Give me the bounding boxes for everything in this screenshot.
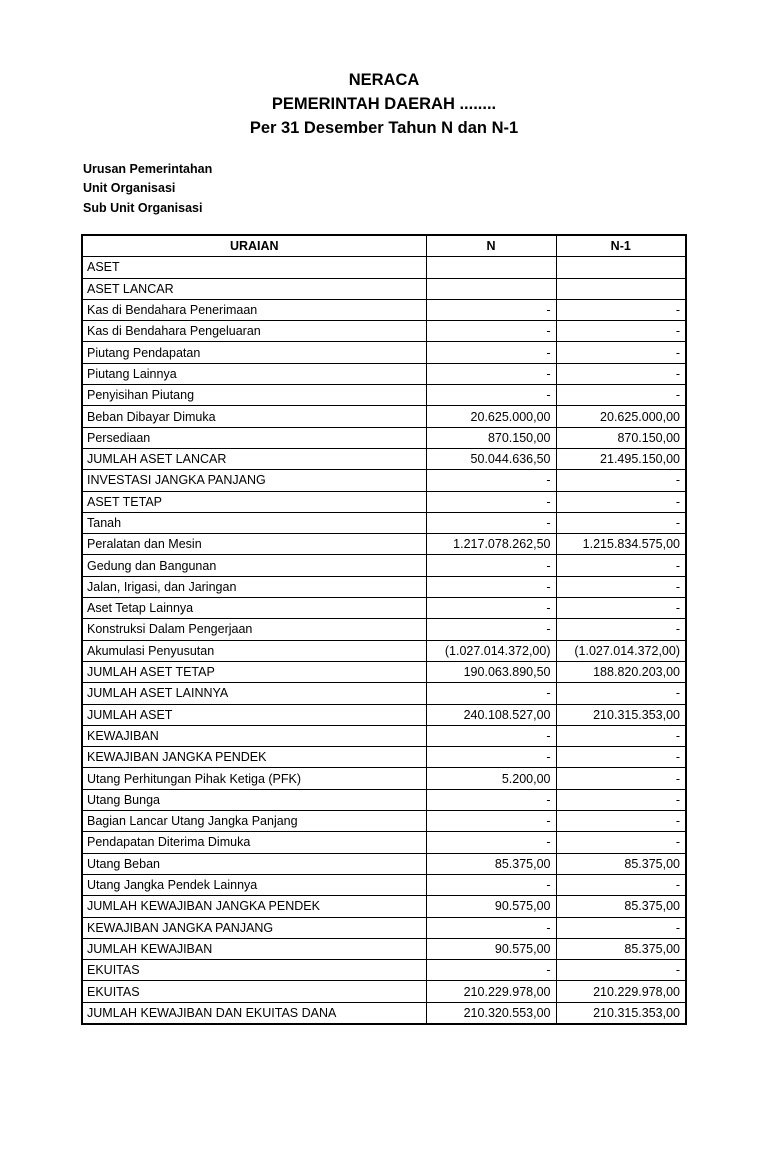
cell-n: - bbox=[426, 789, 556, 810]
table-row bbox=[82, 576, 686, 597]
meta-urusan: Urusan Pemerintahan bbox=[83, 162, 213, 176]
cell-n-1: 1.215.834.575,00 bbox=[556, 534, 686, 555]
cell-n: - bbox=[426, 342, 556, 363]
table-row bbox=[82, 874, 686, 895]
header-n: N bbox=[426, 235, 556, 257]
cell-uraian: Jalan, Irigasi, dan Jaringan bbox=[82, 576, 426, 597]
cell-n-1: - bbox=[556, 747, 686, 768]
cell-uraian: Kas di Bendahara Pengeluaran bbox=[82, 321, 426, 342]
table-row bbox=[82, 1002, 686, 1024]
cell-n-1 bbox=[556, 278, 686, 299]
table-row bbox=[82, 917, 686, 938]
cell-n: - bbox=[426, 470, 556, 491]
table-row bbox=[82, 981, 686, 1002]
table-row bbox=[82, 725, 686, 746]
cell-n-1: - bbox=[556, 576, 686, 597]
cell-uraian: Utang Jangka Pendek Lainnya bbox=[82, 874, 426, 895]
cell-n: - bbox=[426, 321, 556, 342]
table-row bbox=[82, 661, 686, 682]
cell-uraian: INVESTASI JANGKA PANJANG bbox=[82, 470, 426, 491]
table-row bbox=[82, 853, 686, 874]
cell-n: - bbox=[426, 363, 556, 384]
cell-uraian: Penyisihan Piutang bbox=[82, 385, 426, 406]
report-title: NERACA bbox=[348, 71, 420, 89]
cell-uraian: KEWAJIBAN JANGKA PENDEK bbox=[82, 747, 426, 768]
cell-uraian: Piutang Pendapatan bbox=[82, 342, 426, 363]
cell-n-1: 20.625.000,00 bbox=[556, 406, 686, 427]
cell-n-1: - bbox=[556, 874, 686, 895]
cell-uraian: Utang Perhitungan Pihak Ketiga (PFK) bbox=[82, 768, 426, 789]
cell-n: - bbox=[426, 683, 556, 704]
cell-n-1: 188.820.203,00 bbox=[556, 661, 686, 682]
cell-uraian: EKUITAS bbox=[82, 960, 426, 981]
cell-uraian: KEWAJIBAN bbox=[82, 725, 426, 746]
cell-n: 50.044.636,50 bbox=[426, 448, 556, 469]
cell-n-1: - bbox=[556, 491, 686, 512]
report-period: Per 31 Desember Tahun N dan N-1 bbox=[249, 119, 519, 137]
table-row bbox=[82, 470, 686, 491]
cell-uraian: Beban Dibayar Dimuka bbox=[82, 406, 426, 427]
cell-n: - bbox=[426, 512, 556, 533]
table-row bbox=[82, 598, 686, 619]
meta-unit: Unit Organisasi bbox=[83, 181, 176, 196]
cell-uraian: Gedung dan Bangunan bbox=[82, 555, 426, 576]
table-row bbox=[82, 555, 686, 576]
cell-n: - bbox=[426, 747, 556, 768]
cell-n bbox=[426, 257, 556, 278]
cell-uraian: ASET LANCAR bbox=[82, 278, 426, 299]
cell-n-1: - bbox=[556, 811, 686, 832]
cell-n: - bbox=[426, 874, 556, 895]
cell-uraian: Pendapatan Diterima Dimuka bbox=[82, 832, 426, 853]
cell-n-1: 210.315.353,00 bbox=[556, 1002, 686, 1024]
cell-n-1: 870.150,00 bbox=[556, 427, 686, 448]
cell-n: 20.625.000,00 bbox=[426, 406, 556, 427]
cell-n-1: - bbox=[556, 768, 686, 789]
cell-n-1: - bbox=[556, 683, 686, 704]
table-row bbox=[82, 811, 686, 832]
cell-n: - bbox=[426, 725, 556, 746]
cell-uraian: JUMLAH KEWAJIBAN JANGKA PENDEK bbox=[82, 896, 426, 917]
cell-uraian: ASET TETAP bbox=[82, 491, 426, 512]
cell-n-1 bbox=[556, 257, 686, 278]
table-row bbox=[82, 747, 686, 768]
cell-n-1: 85.375,00 bbox=[556, 938, 686, 959]
cell-n: - bbox=[426, 960, 556, 981]
table-row bbox=[82, 278, 686, 299]
cell-n: 1.217.078.262,50 bbox=[426, 534, 556, 555]
table-row bbox=[82, 534, 686, 555]
cell-uraian: EKUITAS bbox=[82, 981, 426, 1002]
table-row bbox=[82, 789, 686, 810]
table-row bbox=[82, 342, 686, 363]
cell-uraian: Piutang Lainnya bbox=[82, 363, 426, 384]
cell-n: - bbox=[426, 832, 556, 853]
cell-n-1: - bbox=[556, 342, 686, 363]
cell-n: - bbox=[426, 491, 556, 512]
cell-uraian: ASET bbox=[82, 257, 426, 278]
table-row bbox=[82, 704, 686, 725]
cell-uraian: JUMLAH ASET TETAP bbox=[82, 661, 426, 682]
cell-n-1: - bbox=[556, 385, 686, 406]
cell-n: 210.320.553,00 bbox=[426, 1002, 556, 1024]
cell-n-1: - bbox=[556, 832, 686, 853]
balance-sheet-table bbox=[81, 234, 687, 1025]
cell-n: - bbox=[426, 598, 556, 619]
cell-n-1: - bbox=[556, 470, 686, 491]
table-row bbox=[82, 257, 686, 278]
table-row bbox=[82, 385, 686, 406]
table-row bbox=[82, 896, 686, 917]
cell-n: - bbox=[426, 811, 556, 832]
table-row bbox=[82, 448, 686, 469]
cell-uraian: JUMLAH ASET LAINNYA bbox=[82, 683, 426, 704]
cell-n-1: - bbox=[556, 789, 686, 810]
cell-n-1: - bbox=[556, 363, 686, 384]
cell-uraian: Utang Beban bbox=[82, 853, 426, 874]
table-row bbox=[82, 832, 686, 853]
cell-n: 90.575,00 bbox=[426, 938, 556, 959]
header-uraian: URAIAN bbox=[82, 235, 426, 257]
cell-n-1: - bbox=[556, 917, 686, 938]
cell-n: 870.150,00 bbox=[426, 427, 556, 448]
table-row bbox=[82, 491, 686, 512]
table-row bbox=[82, 427, 686, 448]
cell-n-1: - bbox=[556, 555, 686, 576]
table-row bbox=[82, 619, 686, 640]
cell-n-1: - bbox=[556, 619, 686, 640]
table-row bbox=[82, 406, 686, 427]
cell-n: 90.575,00 bbox=[426, 896, 556, 917]
cell-n: - bbox=[426, 385, 556, 406]
header-n-1: N-1 bbox=[556, 235, 686, 257]
cell-n-1: (1.027.014.372,00) bbox=[556, 640, 686, 661]
cell-n: (1.027.014.372,00) bbox=[426, 640, 556, 661]
cell-uraian: Bagian Lancar Utang Jangka Panjang bbox=[82, 811, 426, 832]
table-row bbox=[82, 960, 686, 981]
cell-n bbox=[426, 278, 556, 299]
cell-uraian: JUMLAH KEWAJIBAN DAN EKUITAS DANA bbox=[82, 1002, 426, 1024]
cell-uraian: Utang Bunga bbox=[82, 789, 426, 810]
cell-uraian: Konstruksi Dalam Pengerjaan bbox=[82, 619, 426, 640]
cell-n-1: 210.315.353,00 bbox=[556, 704, 686, 725]
cell-n: 5.200,00 bbox=[426, 768, 556, 789]
table-row bbox=[82, 321, 686, 342]
report-entity: PEMERINTAH DAERAH ........ bbox=[271, 95, 497, 113]
table-row bbox=[82, 299, 686, 320]
cell-uraian: JUMLAH ASET LANCAR bbox=[82, 448, 426, 469]
cell-n-1: 21.495.150,00 bbox=[556, 448, 686, 469]
cell-n-1: 85.375,00 bbox=[556, 853, 686, 874]
cell-n: - bbox=[426, 576, 556, 597]
report-meta bbox=[83, 160, 212, 218]
cell-uraian: Akumulasi Penyusutan bbox=[82, 640, 426, 661]
cell-uraian: Persediaan bbox=[82, 427, 426, 448]
cell-n-1: 85.375,00 bbox=[556, 896, 686, 917]
cell-uraian: KEWAJIBAN JANGKA PANJANG bbox=[82, 917, 426, 938]
cell-n-1: - bbox=[556, 299, 686, 320]
table-row bbox=[82, 363, 686, 384]
table-row bbox=[82, 768, 686, 789]
cell-uraian: Tanah bbox=[82, 512, 426, 533]
cell-uraian: Kas di Bendahara Penerimaan bbox=[82, 299, 426, 320]
table-row bbox=[82, 512, 686, 533]
cell-n: - bbox=[426, 917, 556, 938]
table-row bbox=[82, 640, 686, 661]
cell-n: - bbox=[426, 555, 556, 576]
table-header-row bbox=[82, 235, 686, 257]
meta-sub-unit: Sub Unit Organisasi bbox=[83, 200, 203, 215]
cell-n-1: - bbox=[556, 512, 686, 533]
cell-n: 85.375,00 bbox=[426, 853, 556, 874]
cell-n-1: - bbox=[556, 321, 686, 342]
cell-n: 210.229.978,00 bbox=[426, 981, 556, 1002]
cell-n: 190.063.890,50 bbox=[426, 661, 556, 682]
cell-uraian: Aset Tetap Lainnya bbox=[82, 598, 426, 619]
cell-uraian: JUMLAH KEWAJIBAN bbox=[82, 938, 426, 959]
cell-n: - bbox=[426, 299, 556, 320]
table-row bbox=[82, 683, 686, 704]
cell-n: - bbox=[426, 619, 556, 640]
cell-n-1: - bbox=[556, 960, 686, 981]
table-body bbox=[82, 257, 686, 1024]
cell-n-1: 210.229.978,00 bbox=[556, 981, 686, 1002]
cell-n: 240.108.527,00 bbox=[426, 704, 556, 725]
table-row bbox=[82, 938, 686, 959]
cell-n-1: - bbox=[556, 725, 686, 746]
cell-uraian: Peralatan dan Mesin bbox=[82, 534, 426, 555]
cell-n-1: - bbox=[556, 598, 686, 619]
cell-uraian: JUMLAH ASET bbox=[82, 704, 426, 725]
